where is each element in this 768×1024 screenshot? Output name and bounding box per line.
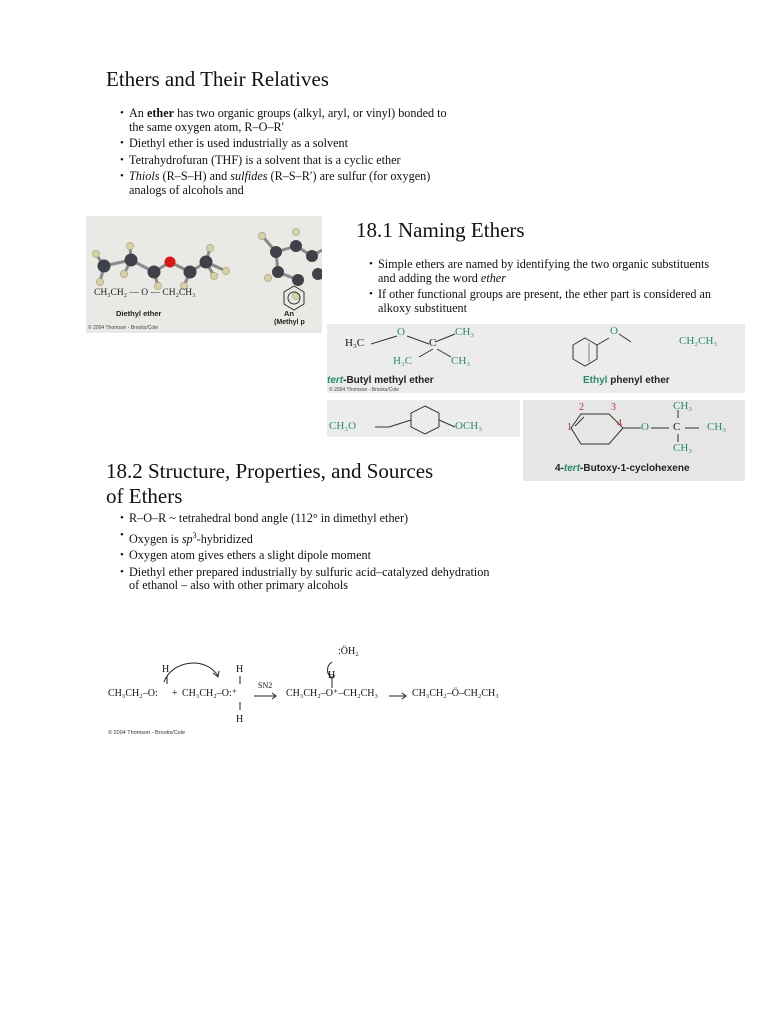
carbon-label: C <box>673 421 681 433</box>
bullet-thf: • Tetrahydrofuran (THF) is a solvent that is a cyclic ether <box>120 154 460 168</box>
caption-em: tert <box>563 463 581 474</box>
h-label: H <box>162 664 170 675</box>
ethyl-phenyl-ether-caption <box>583 375 670 386</box>
bullet-diethyl-ether: • Diethyl ether is used industrially as a solvent <box>120 137 460 151</box>
ch3-right-label: CH₃ <box>707 421 727 433</box>
diethyl-ether-model-image <box>86 216 322 333</box>
ch3o-label: CH₃O <box>329 420 357 432</box>
bullet-alkoxy: • If other functional groups are present, the ether part is considered an alkoxy substituent <box>369 288 729 315</box>
product-protonated-ether: CH₃CH₂–O⁺–CH₂CH₃ <box>286 688 379 699</box>
reactant-protonated-ethanol: CH₃CH₂–O:⁺ <box>182 688 238 699</box>
section-title-structure <box>106 459 433 509</box>
locant-2: 2 <box>579 402 584 413</box>
sn2-label: SN2 <box>258 681 273 690</box>
bullet-text: Oxygen is <box>129 531 182 546</box>
bullet-em: sp <box>181 531 193 546</box>
bullet-bond-angle: • R–O–R ~ tetrahedral bond angle (112° in dimethyl ether) <box>120 512 490 526</box>
reaction-mechanism-image <box>106 640 511 742</box>
h-label: H <box>328 670 336 681</box>
locant-1: 1 <box>567 422 572 433</box>
oxygen-label: O <box>397 326 405 338</box>
ethers-bullet-list <box>120 107 460 201</box>
bullet-text: has two organic groups (alkyl, aryl, or vinyl) bonded to the same oxygen atom, R–O–R′ <box>129 106 447 134</box>
caption-em: tert <box>327 375 344 386</box>
naming-bullet-list <box>369 258 729 318</box>
section-title-naming-ethers: 18.1 Naming Ethers <box>356 218 525 242</box>
naming-examples-image <box>327 324 745 393</box>
bullet-bold-term: ether <box>146 106 175 120</box>
carbon-label: C <box>429 337 437 349</box>
bullet-ether-definition <box>120 107 460 134</box>
water-label: :ÖH₂ <box>338 646 359 657</box>
bullet-text: An <box>129 106 147 120</box>
tert-butyl-methyl-ether-caption <box>327 375 434 386</box>
bullet-em: Thiols <box>129 169 160 184</box>
caption-em: Ethyl <box>583 375 608 386</box>
bullet-text: (R–S–H) and <box>159 169 231 184</box>
bullet-sup: 3 <box>192 530 197 540</box>
dimethoxybenzene-image <box>327 400 520 437</box>
bullet-thiols <box>120 170 460 197</box>
bullet-text: (R–S–R′) are sulfur (for oxygen) analogs of alcohols and <box>129 169 431 197</box>
h-label: H <box>236 714 244 725</box>
ch2ch3-label: CH₂CH₃ <box>679 335 718 347</box>
caption-text: -Butyl methyl ether <box>343 375 434 386</box>
copyright-text: © 2004 Thomson - Brooks/Cole <box>329 387 400 393</box>
structure-bullet-list <box>120 512 490 596</box>
reactant-ethanol: CH₃CH₂–O: <box>108 688 158 699</box>
h3c-label: H₃C <box>345 337 365 349</box>
caption-text: 4- <box>555 463 564 474</box>
caption-text: -Butoxy-1-cyclohexene <box>580 463 690 474</box>
title-line-1: 18.2 Structure, Properties, and Sources <box>106 459 434 483</box>
caption-text: phenyl ether <box>607 375 670 386</box>
bullet-em: ether <box>480 270 506 285</box>
ch3-bottom-label: CH₃ <box>673 442 693 454</box>
bullet-text: -hybridized <box>196 531 253 546</box>
product-diethyl-ether: CH₃CH₂–Ö–CH₂CH₃ <box>412 688 499 699</box>
oxygen-label-2: O <box>610 325 618 337</box>
bullet-hybridized <box>120 529 490 547</box>
ch3-top-label: CH₃ <box>673 400 693 412</box>
methyl-phenyl-caption-partial: (Methyl p <box>274 319 305 326</box>
oxygen-label: O <box>641 421 649 433</box>
butoxy-cyclohexene-caption <box>555 463 690 474</box>
och3-label: OCH₃ <box>455 420 483 432</box>
diethyl-ether-caption: Diethyl ether <box>116 309 162 318</box>
anisole-caption-partial: An <box>284 309 294 318</box>
bullet-industrial-prep: • Diethyl ether prepared industrially by sulfuric acid–catalyzed dehydration of ethanol – also with other primary alcohols <box>120 566 490 593</box>
h-label: H <box>236 664 244 675</box>
copyright-text: © 2004 Thomson - Brooks/Cole <box>88 325 159 331</box>
section-title-ethers: Ethers and Their Relatives <box>106 67 329 91</box>
diethyl-ether-formula: CH₃CH₂ — O — CH₂CH₃ <box>94 288 196 298</box>
plus-sign: + <box>172 688 178 699</box>
locant-4: 4 <box>617 418 622 429</box>
bullet-simple-ethers <box>369 258 729 285</box>
title-line-2: of Ethers <box>106 484 183 508</box>
bullet-em: sulfides <box>230 169 268 184</box>
butoxy-cyclohexene-image <box>523 400 745 481</box>
ch3-label: CH₃ <box>455 326 475 338</box>
ch3-label-2: CH₃ <box>451 355 471 367</box>
bullet-dipole: • Oxygen atom gives ethers a slight dipole moment <box>120 549 490 563</box>
h3c-label-2: H₃C <box>393 355 413 367</box>
bullet-text: Simple ethers are named by identifying the two organic substituents and adding the word <box>378 257 710 285</box>
copyright-text: © 2004 Thomson - Brooks/Cole <box>108 730 186 736</box>
locant-3: 3 <box>611 402 616 413</box>
